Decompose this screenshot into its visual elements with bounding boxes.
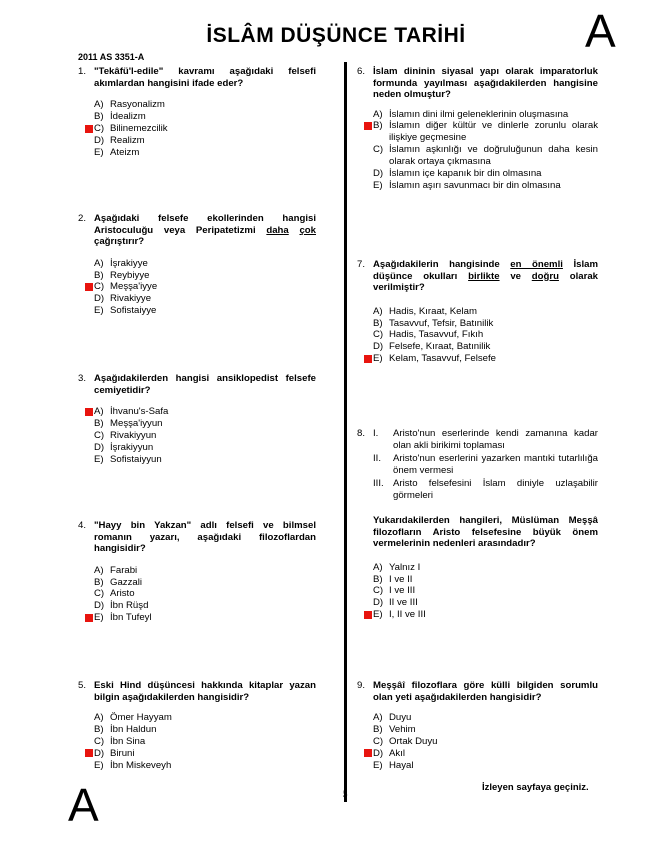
option-a[interactable]: A) Rasyonalizm [94,99,165,111]
question-stem: "Hayy bin Yakzan" adlı felsefi ve bilmsel romanın yazarı, aşağıdaki filozoflardan hangisidir? [94,520,316,554]
question-stem: Aşağıdakilerin hangisinde en önemli İslam düşünce okulları birlikte ve doğru olarak verilmiştir? [373,259,598,293]
option-b[interactable]: B) İdealizm [94,111,146,123]
option-a[interactable]: A) İhvanu's-Safa [94,406,316,418]
option-c[interactable]: C) Aristo [94,588,135,600]
question-7 [357,259,598,364]
booklet-letter-top: A [585,5,616,57]
option-c[interactable]: C) Hadis, Tasavvuf, Fıkıh [373,329,484,341]
option-b[interactable]: B) Gazzali [94,576,142,588]
question-number: 9. [357,680,366,691]
question-6 [357,66,598,191]
question-stem: İslam dininin siyasal yapı olarak imparatorluk formunda yayılması aşağıdakilerden hangisine neden olmuştur? [373,66,598,100]
question-2 [78,213,316,316]
question-number: 6. [357,66,366,77]
answer-mark [85,749,93,757]
option-d[interactable]: D) Biruni [94,747,316,759]
statement-1: I. Aristo'nun eserlerinde kendi zamanına kadar olan akli birikimi toplaması [373,428,598,451]
option-b[interactable]: B) Meşşa'iyyun [94,418,163,430]
question-number: 5. [78,680,87,691]
option-d[interactable]: D) İşrakiyyun [94,441,154,453]
option-e[interactable]: E) İbn Miskeveyh [94,759,172,771]
option-d[interactable]: D) II ve III [373,597,418,609]
question-4 [78,520,316,623]
option-e[interactable]: E) İslamın aşırı savunmacı bir din olmasına [373,179,561,191]
option-c[interactable]: C) İslamın aşkınlığı ve doğruluğunun daha kesin olarak ortaya çıkmasına [373,143,598,167]
question-8 [357,428,598,620]
question-stem: Aşağıdakilerden hangisi ansiklopedist felsefe cemiyetidir? [94,373,316,396]
option-a[interactable]: A) Hadis, Kıraat, Kelam [373,305,477,317]
option-a[interactable]: A) İslamın dini ilmi geleneklerinin oluşmasına [373,108,569,120]
option-e[interactable]: E) Hayal [373,759,414,771]
question-number: 1. [78,66,87,77]
page-title: İSLÂM DÜŞÜNCE TARİHİ [206,24,466,47]
option-d[interactable]: D) Realizm [94,134,145,146]
option-d[interactable]: D) Rivakiyye [94,293,152,305]
option-a[interactable]: A) Ömer Hayyam [94,712,172,724]
question-number: 7. [357,259,366,270]
page-number: 5 [343,789,348,799]
option-e[interactable]: E) Sofistaiyyun [94,453,162,465]
option-b[interactable]: B) İslamın diğer kültür ve dinlerle zorunlu olarak ilişkiye geçmesine [373,120,598,144]
statement-3: III. Aristo felsefesini İslam diniyle uzlaşabilir görmeleri [373,478,598,501]
answer-mark [85,125,93,133]
option-c[interactable]: C) İbn Sina [94,735,146,747]
option-d[interactable]: D) Akıl [373,747,598,759]
question-number: 4. [78,520,87,531]
option-e[interactable]: E) Sofistaiyye [94,305,157,317]
option-c[interactable]: C) Rivakiyyun [94,429,157,441]
question-3 [78,373,316,465]
option-d[interactable]: D) İbn Rüşd [94,600,149,612]
option-e[interactable]: E) I, II ve III [373,609,598,621]
question-number: 3. [78,373,87,384]
answer-mark [364,122,372,130]
question-number: 8. [357,428,366,439]
option-d[interactable]: D) Felsefe, Kıraat, Batınilik [373,341,491,353]
question-number: 2. [78,213,87,224]
option-b[interactable]: B) Vehim [373,724,416,736]
option-c[interactable]: C) Meşşa'iyye [94,281,316,293]
option-c[interactable]: C) Ortak Duyu [373,735,438,747]
answer-mark [85,283,93,291]
answer-mark [364,355,372,363]
option-a[interactable]: A) Yalnız I [373,561,421,573]
question-stem: Yukarıdakilerden hangileri, Müslüman Meşşâ filozofların Aristo felsefesine büyük önem vermelerinin nedenleri arasındadır? [373,515,598,549]
option-e[interactable]: E) Kelam, Tasavvuf, Felsefe [373,353,598,365]
answer-mark [85,614,93,622]
option-c[interactable]: C) Bilinemezcilik [94,123,316,135]
option-e[interactable]: E) Ateizm [94,146,140,158]
question-9 [357,680,598,771]
answer-mark [85,408,93,416]
question-stem: Meşşâî filozoflara göre külli bilgiden sorumlu olan yeti aşağıdakilerden hangisidir? [373,680,598,703]
option-a[interactable]: A) Farabi [94,564,138,576]
answer-mark [364,749,372,757]
next-page-note: İzleyen sayfaya geçiniz. [482,782,589,793]
column-divider [344,62,347,802]
option-b[interactable]: B) Reybiyye [94,269,150,281]
question-stem: Eski Hind düşüncesi hakkında kitaplar yazan bilgin aşağıdakilerden hangisidir? [94,680,316,703]
option-b[interactable]: B) I ve II [373,573,413,585]
option-a[interactable]: A) Duyu [373,712,412,724]
answer-mark [364,611,372,619]
option-b[interactable]: B) İbn Haldun [94,724,157,736]
option-a[interactable]: A) İşrakiyye [94,257,148,269]
exam-code: 2011 AS 3351-A [78,52,145,62]
option-b[interactable]: B) Tasavvuf, Tefsir, Batınilik [373,317,494,329]
question-stem: Aşağıdaki felsefe ekollerinden hangisi Aristoculuğu veya Peripatetizmi daha çok çağrıştırır? [94,213,317,247]
option-e[interactable]: E) İbn Tufeyl [94,612,316,624]
question-1 [78,66,316,158]
option-d[interactable]: D) İslamın içe kapanık bir din olmasına [373,167,542,179]
option-c[interactable]: C) I ve III [373,585,416,597]
question-stem: "Tekâfü'l-edile" kavramı aşağıdaki felsefi akımlardan hangisini ifade eder? [94,66,316,89]
question-5 [78,680,316,771]
booklet-letter-bottom: A [68,779,99,831]
statement-2: II. Aristo'nun eserlerini yazarken mantıki tutarlılığa önem vermesi [373,453,598,476]
